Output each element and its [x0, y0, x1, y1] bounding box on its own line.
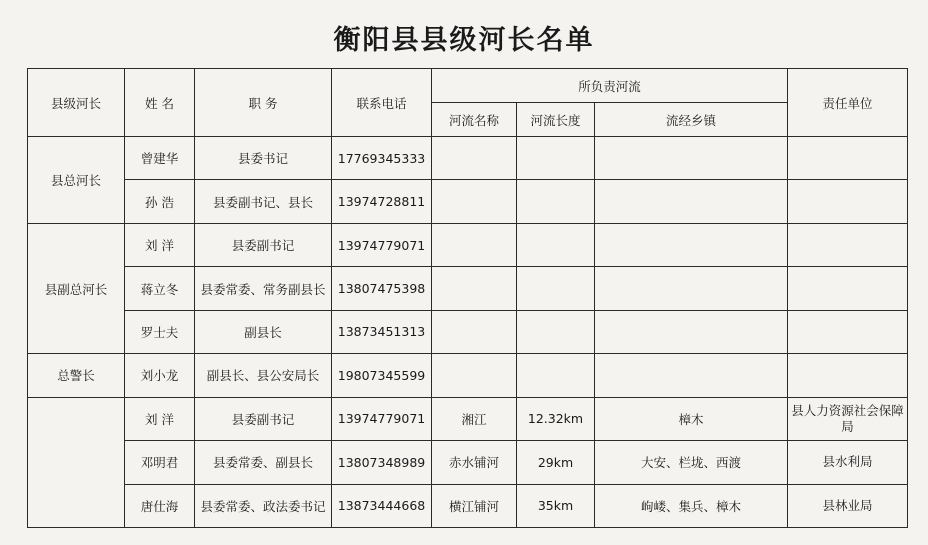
- cell-name: 曾建华: [125, 137, 195, 180]
- cell-position: 县委副书记: [195, 397, 332, 440]
- header-unit: 责任单位: [788, 69, 908, 137]
- cell-unit: [788, 180, 908, 223]
- cell-river-length: 35km: [517, 484, 595, 528]
- cell-phone: 13974779071: [332, 397, 432, 440]
- cell-level: [28, 397, 125, 527]
- header-river-name: 河流名称: [432, 103, 517, 137]
- cell-unit: 县水利局: [788, 441, 908, 484]
- cell-level: 总警长: [28, 354, 125, 397]
- cell-towns: 岣嵝、集兵、樟木: [595, 484, 788, 528]
- table-row: [28, 310, 908, 353]
- cell-phone: 13873444668: [332, 484, 432, 528]
- cell-phone: 13974728811: [332, 180, 432, 223]
- cell-river-length: [517, 310, 595, 353]
- cell-name: 刘小龙: [125, 354, 195, 397]
- cell-position: 副县长: [195, 310, 332, 353]
- table-row: [28, 484, 908, 528]
- cell-river-length: [517, 180, 595, 223]
- cell-name: 刘 洋: [125, 223, 195, 266]
- cell-phone: 13807475398: [332, 267, 432, 310]
- cell-position: 县委常委、副县长: [195, 441, 332, 484]
- cell-river-name: [432, 137, 517, 180]
- document-title: 衡阳县县级河长名单: [333, 25, 595, 56]
- cell-towns: [595, 180, 788, 223]
- cell-towns: 樟木: [595, 397, 788, 440]
- cell-position: 县委副书记、县长: [195, 180, 332, 223]
- cell-towns: [595, 223, 788, 266]
- cell-towns: [595, 267, 788, 310]
- cell-unit: 县人力资源社会保障局: [788, 397, 908, 440]
- cell-name: 唐仕海: [125, 484, 195, 528]
- cell-unit: [788, 354, 908, 397]
- cell-towns: [595, 137, 788, 180]
- cell-phone: 13974779071: [332, 223, 432, 266]
- river-chief-table: [27, 68, 908, 528]
- table-row: [28, 441, 908, 484]
- cell-unit: [788, 137, 908, 180]
- cell-position: 县委书记: [195, 137, 332, 180]
- cell-river-length: [517, 267, 595, 310]
- cell-phone: 13873451313: [332, 310, 432, 353]
- cell-unit: [788, 310, 908, 353]
- cell-river-name: 湘江: [432, 397, 517, 440]
- cell-position: 副县长、县公安局长: [195, 354, 332, 397]
- cell-river-name: 赤水铺河: [432, 441, 517, 484]
- cell-river-name: [432, 223, 517, 266]
- cell-river-name: 横江铺河: [432, 484, 517, 528]
- cell-river-name: [432, 354, 517, 397]
- cell-unit: 县林业局: [788, 484, 908, 528]
- cell-river-name: [432, 180, 517, 223]
- header-towns: 流经乡镇: [595, 103, 788, 137]
- cell-river-length: 29km: [517, 441, 595, 484]
- header-name: 姓 名: [125, 69, 195, 137]
- cell-unit: [788, 223, 908, 266]
- header-level: 县级河长: [28, 69, 125, 137]
- cell-level: 县副总河长: [28, 223, 125, 353]
- cell-river-length: [517, 354, 595, 397]
- cell-unit: [788, 267, 908, 310]
- cell-position: 县委常委、常务副县长: [195, 267, 332, 310]
- cell-towns: [595, 354, 788, 397]
- cell-phone: 13807348989: [332, 441, 432, 484]
- cell-towns: [595, 310, 788, 353]
- table-body: [28, 137, 908, 528]
- table-row: [28, 267, 908, 310]
- cell-river-length: [517, 223, 595, 266]
- table-row: [28, 180, 908, 223]
- header-phone: 联系电话: [332, 69, 432, 137]
- header-river-length: 河流长度: [517, 103, 595, 137]
- cell-name: 蒋立冬: [125, 267, 195, 310]
- cell-river-length: 12.32km: [517, 397, 595, 440]
- cell-level: 县总河长: [28, 137, 125, 224]
- table-row: [28, 223, 908, 266]
- cell-phone: 17769345333: [332, 137, 432, 180]
- table-row: [28, 354, 908, 397]
- cell-river-name: [432, 267, 517, 310]
- table-row: [28, 137, 908, 180]
- header-position: 职 务: [195, 69, 332, 137]
- cell-name: 刘 洋: [125, 397, 195, 440]
- cell-name: 孙 浩: [125, 180, 195, 223]
- cell-river-length: [517, 137, 595, 180]
- table-row: [28, 397, 908, 440]
- cell-name: 罗士夫: [125, 310, 195, 353]
- cell-name: 邓明君: [125, 441, 195, 484]
- cell-towns: 大安、栏垅、西渡: [595, 441, 788, 484]
- cell-river-name: [432, 310, 517, 353]
- cell-position: 县委副书记: [195, 223, 332, 266]
- cell-position: 县委常委、政法委书记: [195, 484, 332, 528]
- cell-phone: 19807345599: [332, 354, 432, 397]
- header-river-group: 所负责河流: [432, 69, 788, 103]
